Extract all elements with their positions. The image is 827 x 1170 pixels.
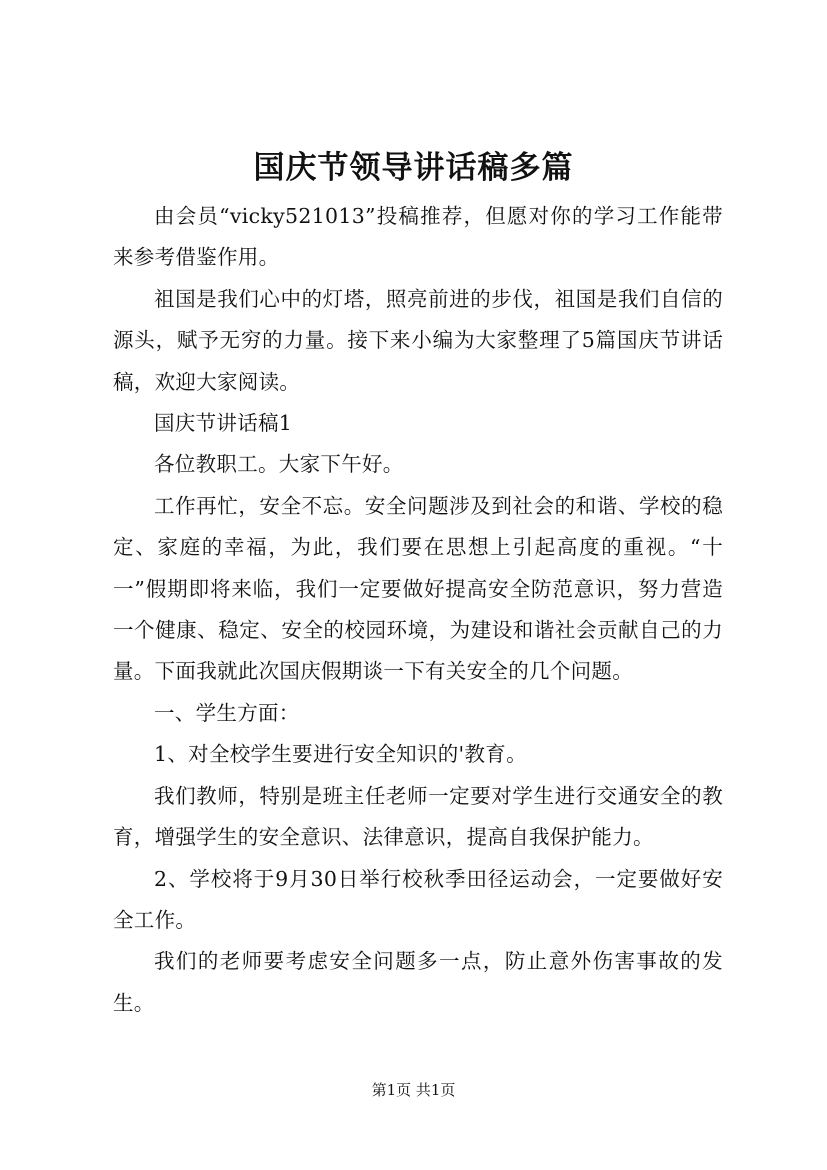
paragraph: 工作再忙，安全不忘。安全问题涉及到社会的和谐、学校的稳定、家庭的幸福，为此，我们要在思想上引起高度的重视。“十一”假期即将来临，我们一定要做好提高安全防范意识，努力营造一个健康、稳定、安全的校园环境，为建设和谐社会贡献自己的力量。下面我就此次国庆假期谈一下有关安全的几个问题。 [113, 493, 723, 684]
paragraph: 我们教师，特别是班主任老师一定要对学生进行交通安全的教育，增强学生的安全意识、法律意识，提高自我保护能力。 [113, 783, 723, 850]
list-item: 1、对全校学生要进行安全知识的'教育。 [154, 742, 527, 767]
section-heading: 国庆节讲话稿1 [154, 411, 293, 436]
paragraph: 祖国是我们心中的灯塔，照亮前进的步伐，祖国是我们自信的源头，赋予无穷的力量。接下来小编为大家整理了5篇国庆节讲话稿，欢迎大家阅读。 [113, 286, 723, 394]
greeting: 各位教职工。大家下午好。 [154, 452, 404, 477]
paragraph: 我们的老师要考虑安全问题多一点，防止意外伤害事故的发生。 [113, 949, 723, 1015]
page-footer: 第1页 共1页 [371, 1081, 456, 1099]
paragraph: 由会员“vicky521013”投稿推荐，但愿对你的学习工作能带来参考借鉴作用。 [113, 204, 723, 270]
list-item: 2、学校将于9月30日举行校秋季田径运动会，一定要做好安全工作。 [113, 866, 723, 932]
section-heading: 一、学生方面： [154, 700, 300, 725]
document-body [113, 196, 723, 1024]
document-title: 国庆节领导讲话稿多篇 [253, 150, 574, 186]
